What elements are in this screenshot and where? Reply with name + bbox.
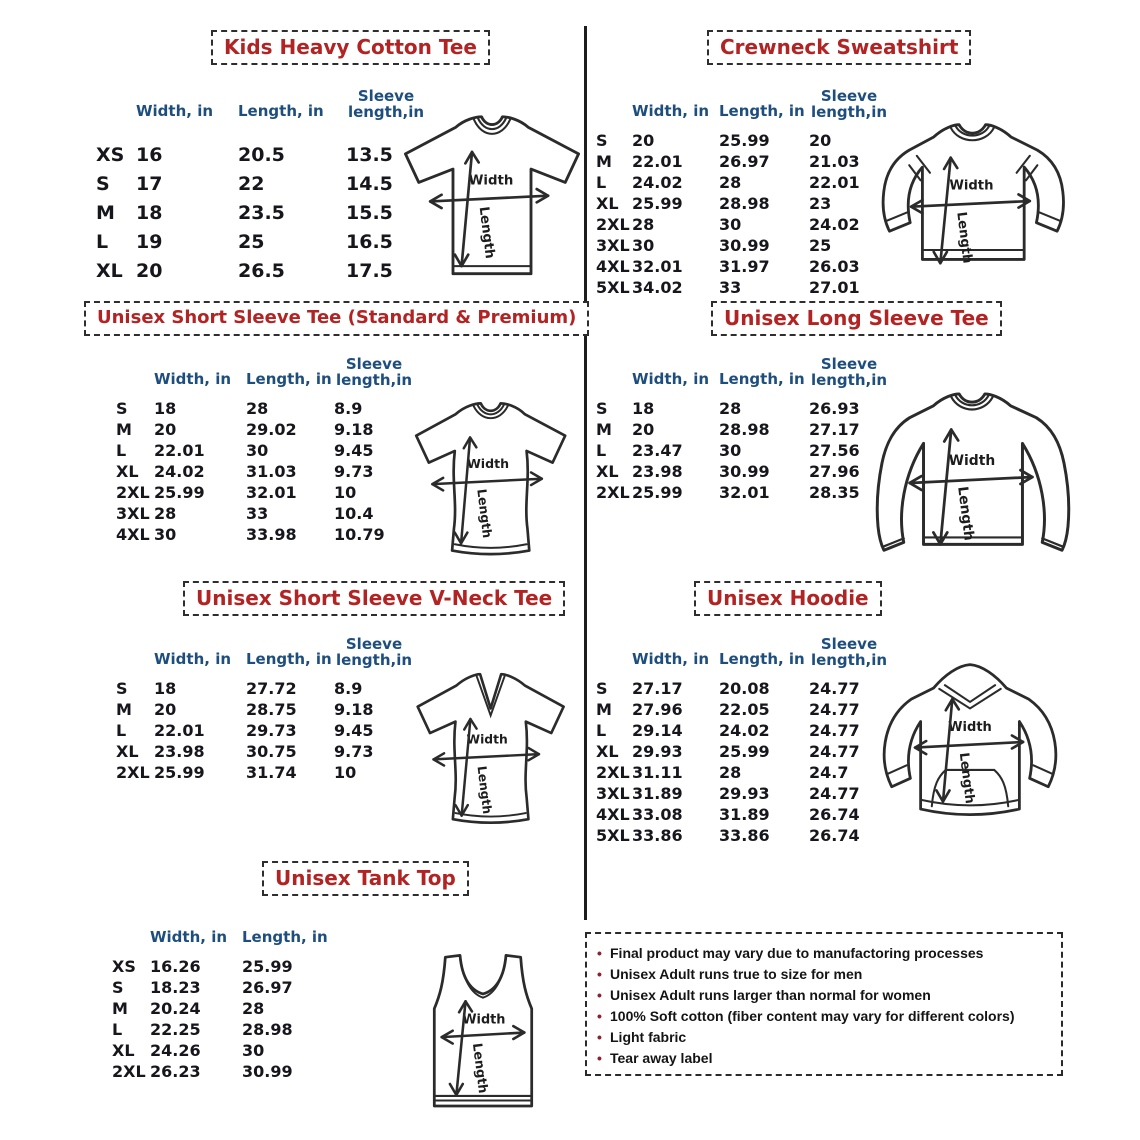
measurement-value: 28.98 xyxy=(719,420,770,439)
measurement-value: 31.89 xyxy=(632,784,683,803)
measurement-value: 34.02 xyxy=(632,278,683,297)
measurement-value: 20 xyxy=(809,131,832,150)
size-label: S xyxy=(596,131,608,150)
size-row xyxy=(596,440,889,461)
size-label: M xyxy=(116,420,132,439)
length-arrow-label: Length xyxy=(954,485,977,542)
length-arrow-label: Length xyxy=(468,1042,490,1095)
size-row xyxy=(112,1061,330,1082)
measurement-value: 28.75 xyxy=(246,700,297,719)
size-row xyxy=(116,398,414,419)
measurement-value: 24.77 xyxy=(809,700,860,719)
column-header: Width, in xyxy=(632,102,710,120)
header-row xyxy=(116,632,414,678)
measurement-value: 31.11 xyxy=(632,763,683,782)
measurement-value: 28.98 xyxy=(242,1020,293,1039)
measurement-value: 32.01 xyxy=(719,483,770,502)
measurement-value: 30.99 xyxy=(719,462,770,481)
size-label: 2XL xyxy=(116,483,150,502)
size-row xyxy=(596,461,889,482)
measurement-value: 20.5 xyxy=(238,143,285,166)
size-label: 3XL xyxy=(116,504,150,523)
size-label: M xyxy=(596,420,612,439)
size-row xyxy=(116,720,414,741)
size-table xyxy=(596,632,889,846)
size-row xyxy=(112,1019,330,1040)
measurement-value: 23.47 xyxy=(632,441,683,460)
measurement-value: 22.05 xyxy=(719,700,770,719)
measurement-value: 24.26 xyxy=(150,1041,201,1060)
size-label: XL xyxy=(96,259,123,282)
size-table xyxy=(112,910,330,1082)
measurement-value: 20 xyxy=(632,420,655,439)
kids-tee-illustration xyxy=(392,112,592,288)
measurement-value: 27.17 xyxy=(632,679,683,698)
column-header: Sleeve length,in xyxy=(335,355,413,389)
size-label: L xyxy=(596,721,607,740)
size-row xyxy=(112,1040,330,1061)
measurement-value: 24.02 xyxy=(154,462,205,481)
size-column-header xyxy=(596,632,632,678)
measurement-value: 26.97 xyxy=(242,978,293,997)
size-row xyxy=(596,214,889,235)
measurement-value: 32.01 xyxy=(632,257,683,276)
size-label: S xyxy=(116,399,128,418)
column-header: Length, in xyxy=(719,102,805,120)
measurement-value: 22.25 xyxy=(150,1020,201,1039)
size-row xyxy=(96,227,426,256)
size-row xyxy=(596,193,889,214)
measurement-value: 33 xyxy=(719,278,742,297)
measurement-value: 29.73 xyxy=(246,721,297,740)
size-label: M xyxy=(96,201,115,224)
measurement-value: 9.45 xyxy=(334,441,374,460)
measurement-value: 9.45 xyxy=(334,721,374,740)
measurement-value: 25.99 xyxy=(719,742,770,761)
size-label: 4XL xyxy=(596,805,630,824)
size-table xyxy=(596,352,889,503)
size-row xyxy=(116,503,414,524)
size-label: XS xyxy=(96,143,125,166)
notes-list xyxy=(597,943,1051,1069)
measurement-value: 22.01 xyxy=(154,441,205,460)
measurement-value: 26.03 xyxy=(809,257,860,276)
crewneck-sweatshirt-illustration xyxy=(864,120,1076,299)
section-title-text: Kids Heavy Cotton Tee xyxy=(224,35,477,59)
measurement-value: 28 xyxy=(154,504,177,523)
measurement-value: 27.96 xyxy=(632,700,683,719)
measurement-value: 18 xyxy=(154,399,177,418)
measurement-value: 24.02 xyxy=(632,173,683,192)
size-label: L xyxy=(116,721,127,740)
measurement-value: 10.4 xyxy=(334,504,374,523)
measurement-value: 25.99 xyxy=(632,483,683,502)
measurement-value: 26.23 xyxy=(150,1062,201,1081)
size-label: M xyxy=(596,700,612,719)
measurement-value: 28.98 xyxy=(719,194,770,213)
size-row xyxy=(116,699,414,720)
column-header: Width, in xyxy=(136,102,214,120)
size-label: XL xyxy=(112,1041,135,1060)
width-arrow-label: Width xyxy=(468,173,514,189)
measurement-value: 8.9 xyxy=(334,399,363,418)
column-header: Length, in xyxy=(242,928,328,946)
size-row xyxy=(596,783,889,804)
size-row xyxy=(596,419,889,440)
measurement-value: 18 xyxy=(154,679,177,698)
tank-top-illustration xyxy=(414,948,552,1118)
measurement-value: 10.79 xyxy=(334,525,385,544)
size-label: L xyxy=(116,441,127,460)
size-row xyxy=(116,461,414,482)
section-title xyxy=(694,581,882,616)
hoodie-illustration xyxy=(872,660,1068,851)
column-header: Length, in xyxy=(719,370,805,388)
size-row xyxy=(96,140,426,169)
measurement-value: 22 xyxy=(238,172,265,195)
column-header: Sleeve length,in xyxy=(810,635,888,669)
size-label: XL xyxy=(596,462,619,481)
measurement-value: 8.9 xyxy=(334,679,363,698)
size-row xyxy=(96,198,426,227)
measurement-value: 28 xyxy=(246,399,269,418)
measurement-value: 28 xyxy=(719,173,742,192)
measurement-value: 26.74 xyxy=(809,826,860,845)
column-header: Width, in xyxy=(632,370,710,388)
size-label: S xyxy=(596,399,608,418)
size-column-header xyxy=(116,632,154,678)
measurement-value: 28.35 xyxy=(809,483,860,502)
measurement-value: 18.23 xyxy=(150,978,201,997)
size-label: L xyxy=(596,441,607,460)
measurement-value: 20 xyxy=(154,700,177,719)
size-label: XL xyxy=(116,742,139,761)
size-column-header xyxy=(96,84,136,140)
note-item: • 100% Soft cotton (fiber content may vary for different colors) xyxy=(597,1006,1051,1027)
measurement-value: 33.86 xyxy=(632,826,683,845)
size-row xyxy=(96,169,426,198)
size-row xyxy=(116,482,414,503)
size-row xyxy=(596,277,889,298)
section-title xyxy=(84,301,589,336)
measurement-value: 25.99 xyxy=(632,194,683,213)
column-header: Width, in xyxy=(632,650,710,668)
size-row xyxy=(116,762,414,783)
measurement-value: 22.01 xyxy=(809,173,860,192)
measurement-value: 29.93 xyxy=(632,742,683,761)
size-row xyxy=(596,256,889,277)
measurement-value: 9.73 xyxy=(334,742,374,761)
measurement-value: 19 xyxy=(136,230,163,253)
section-title-text: Unisex Hoodie xyxy=(707,586,869,610)
size-label: S xyxy=(96,172,110,195)
size-row xyxy=(112,956,330,977)
measurement-value: 20 xyxy=(632,131,655,150)
size-table xyxy=(596,84,889,298)
measurement-value: 30.75 xyxy=(246,742,297,761)
header-row xyxy=(596,84,889,130)
length-arrow-label: Length xyxy=(475,205,497,260)
measurement-value: 31.74 xyxy=(246,763,297,782)
measurement-value: 33.98 xyxy=(246,525,297,544)
measurement-value: 22.01 xyxy=(154,721,205,740)
note-item: • Unisex Adult runs true to size for men xyxy=(597,964,1051,985)
size-label: L xyxy=(112,1020,123,1039)
size-label: 5XL xyxy=(596,826,630,845)
size-row xyxy=(596,235,889,256)
column-header: Length, in xyxy=(238,102,324,120)
section-title-text: Unisex Long Sleeve Tee xyxy=(724,306,989,330)
size-row xyxy=(596,720,889,741)
header-row xyxy=(596,632,889,678)
measurement-value: 30 xyxy=(632,236,655,255)
measurement-value: 21.03 xyxy=(809,152,860,171)
column-header: Sleeve length,in xyxy=(810,355,888,389)
column-header: Length, in xyxy=(246,370,332,388)
measurement-value: 30 xyxy=(719,215,742,234)
header-row xyxy=(116,352,414,398)
measurement-value: 33.86 xyxy=(719,826,770,845)
long-sleeve-tee-illustration xyxy=(858,388,1086,576)
measurement-value: 27.96 xyxy=(809,462,860,481)
size-row xyxy=(96,256,426,285)
column-header: Width, in xyxy=(150,928,228,946)
size-row xyxy=(112,977,330,998)
note-item: • Unisex Adult runs larger than normal for women xyxy=(597,985,1051,1006)
size-label: 2XL xyxy=(596,215,630,234)
size-label: 4XL xyxy=(596,257,630,276)
section-title-text: Unisex Short Sleeve Tee (Standard & Premium) xyxy=(97,307,577,328)
section-title-text: Unisex Tank Top xyxy=(275,866,456,890)
vneck-tee-illustration xyxy=(400,668,576,835)
section-title xyxy=(707,30,971,65)
size-label: S xyxy=(112,978,124,997)
measurement-value: 25 xyxy=(809,236,832,255)
size-label: 5XL xyxy=(596,278,630,297)
size-table xyxy=(116,352,414,545)
measurement-value: 22.01 xyxy=(632,152,683,171)
measurement-value: 24.77 xyxy=(809,784,860,803)
measurement-value: 18 xyxy=(136,201,163,224)
size-label: XS xyxy=(112,957,136,976)
measurement-value: 18 xyxy=(632,399,655,418)
measurement-value: 27.17 xyxy=(809,420,860,439)
measurement-value: 27.72 xyxy=(246,679,297,698)
measurement-value: 33 xyxy=(246,504,269,523)
measurement-value: 26.5 xyxy=(238,259,285,282)
column-header: Length, in xyxy=(719,650,805,668)
header-row xyxy=(596,352,889,398)
measurement-value: 16.26 xyxy=(150,957,201,976)
measurement-value: 31.89 xyxy=(719,805,770,824)
size-row xyxy=(596,741,889,762)
size-label: M xyxy=(112,999,128,1018)
section-title-text: Crewneck Sweatshirt xyxy=(720,35,959,59)
size-row xyxy=(596,482,889,503)
measurement-value: 17 xyxy=(136,172,163,195)
measurement-value: 25.99 xyxy=(242,957,293,976)
measurement-value: 28 xyxy=(719,399,742,418)
size-table xyxy=(96,84,426,285)
size-label: XL xyxy=(596,194,619,213)
size-label: 3XL xyxy=(596,236,630,255)
note-item: • Tear away label xyxy=(597,1048,1051,1069)
measurement-value: 20 xyxy=(154,420,177,439)
size-table xyxy=(116,632,414,783)
size-label: 2XL xyxy=(116,763,150,782)
measurement-value: 24.77 xyxy=(809,742,860,761)
size-column-header xyxy=(112,910,150,956)
measurement-value: 24.02 xyxy=(809,215,860,234)
section-title-text: Unisex Short Sleeve V-Neck Tee xyxy=(196,586,553,610)
measurement-value: 30 xyxy=(242,1041,265,1060)
measurement-value: 24.77 xyxy=(809,721,860,740)
measurement-value: 9.73 xyxy=(334,462,374,481)
size-row xyxy=(596,130,889,151)
measurement-value: 20 xyxy=(136,259,163,282)
measurement-value: 29.14 xyxy=(632,721,683,740)
measurement-value: 9.18 xyxy=(334,700,374,719)
width-arrow-label: Width xyxy=(466,455,510,471)
measurement-value: 17.5 xyxy=(346,259,393,282)
size-label: 4XL xyxy=(116,525,150,544)
measurement-value: 28 xyxy=(719,763,742,782)
size-label: XL xyxy=(596,742,619,761)
size-label: XL xyxy=(116,462,139,481)
size-column-header xyxy=(596,352,632,398)
measurement-value: 27.01 xyxy=(809,278,860,297)
size-row xyxy=(596,825,889,846)
size-label: S xyxy=(596,679,608,698)
length-arrow-label: Length xyxy=(955,751,977,805)
measurement-value: 23.5 xyxy=(238,201,285,224)
measurement-value: 9.18 xyxy=(334,420,374,439)
size-label: 2XL xyxy=(596,483,630,502)
measurement-value: 24.02 xyxy=(719,721,770,740)
size-label: 2XL xyxy=(112,1062,146,1081)
measurement-value: 29.93 xyxy=(719,784,770,803)
width-arrow-label: Width xyxy=(462,1012,506,1028)
measurement-value: 32.01 xyxy=(246,483,297,502)
measurement-value: 30.99 xyxy=(719,236,770,255)
header-row xyxy=(112,910,330,956)
size-row xyxy=(116,678,414,699)
column-header: Sleeve length,in xyxy=(335,635,413,669)
size-row xyxy=(112,998,330,1019)
size-label: 3XL xyxy=(596,784,630,803)
header-row xyxy=(96,84,426,140)
measurement-value: 26.93 xyxy=(809,399,860,418)
short-sleeve-tee-illustration xyxy=(398,398,578,564)
section-title xyxy=(183,581,565,616)
measurement-value: 30 xyxy=(246,441,269,460)
size-column-header xyxy=(116,352,154,398)
length-arrow-label: Length xyxy=(953,210,975,265)
size-label: L xyxy=(596,173,607,192)
section-title xyxy=(711,301,1002,336)
measurement-value: 25.99 xyxy=(154,763,205,782)
measurement-value: 24.7 xyxy=(809,763,849,782)
measurement-value: 13.5 xyxy=(346,143,393,166)
measurement-value: 31.03 xyxy=(246,462,297,481)
size-label: M xyxy=(596,152,612,171)
size-row xyxy=(596,398,889,419)
size-row xyxy=(116,741,414,762)
measurement-value: 28 xyxy=(242,999,265,1018)
size-row xyxy=(116,524,414,545)
measurement-value: 10 xyxy=(334,763,357,782)
size-row xyxy=(596,678,889,699)
column-header: Sleeve length,in xyxy=(347,87,425,121)
size-label: L xyxy=(96,230,109,253)
measurement-value: 20.08 xyxy=(719,679,770,698)
column-header: Length, in xyxy=(246,650,332,668)
measurement-value: 31.97 xyxy=(719,257,770,276)
measurement-value: 14.5 xyxy=(346,172,393,195)
note-item: • Light fabric xyxy=(597,1027,1051,1048)
measurement-value: 25 xyxy=(238,230,265,253)
size-row xyxy=(596,699,889,720)
measurement-value: 27.56 xyxy=(809,441,860,460)
measurement-value: 20.24 xyxy=(150,999,201,1018)
width-arrow-label: Width xyxy=(466,732,508,747)
measurement-value: 26.74 xyxy=(809,805,860,824)
column-header: Width, in xyxy=(154,370,232,388)
measurement-value: 16.5 xyxy=(346,230,393,253)
width-arrow-label: Width xyxy=(948,453,996,470)
size-row xyxy=(596,804,889,825)
size-row xyxy=(116,440,414,461)
measurement-value: 30 xyxy=(719,441,742,460)
measurement-value: 23.98 xyxy=(154,742,205,761)
measurement-value: 23 xyxy=(809,194,832,213)
measurement-value: 30 xyxy=(154,525,177,544)
measurement-value: 25.99 xyxy=(154,483,205,502)
size-row xyxy=(596,762,889,783)
note-item: • Final product may vary due to manufactoring processes xyxy=(597,943,1051,964)
width-arrow-label: Width xyxy=(949,178,994,194)
width-arrow-label: Width xyxy=(948,719,992,735)
size-column-header xyxy=(596,84,632,130)
measurement-value: 33.08 xyxy=(632,805,683,824)
size-row xyxy=(116,419,414,440)
section-title xyxy=(262,861,469,896)
measurement-value: 28 xyxy=(632,215,655,234)
size-row xyxy=(596,172,889,193)
size-row xyxy=(596,151,889,172)
measurement-value: 29.02 xyxy=(246,420,297,439)
measurement-value: 23.98 xyxy=(632,462,683,481)
size-label: S xyxy=(116,679,128,698)
size-label: M xyxy=(116,700,132,719)
measurement-value: 26.97 xyxy=(719,152,770,171)
measurement-value: 10 xyxy=(334,483,357,502)
notes-box xyxy=(585,932,1063,1076)
measurement-value: 15.5 xyxy=(346,201,393,224)
length-arrow-label: Length xyxy=(474,488,496,539)
measurement-value: 24.77 xyxy=(809,679,860,698)
measurement-value: 16 xyxy=(136,143,163,166)
size-label: 2XL xyxy=(596,763,630,782)
column-header: Sleeve length,in xyxy=(810,87,888,121)
measurement-value: 25.99 xyxy=(719,131,770,150)
measurement-value: 30.99 xyxy=(242,1062,293,1081)
length-arrow-label: Length xyxy=(474,765,495,815)
column-header: Width, in xyxy=(154,650,232,668)
section-title xyxy=(211,30,490,65)
